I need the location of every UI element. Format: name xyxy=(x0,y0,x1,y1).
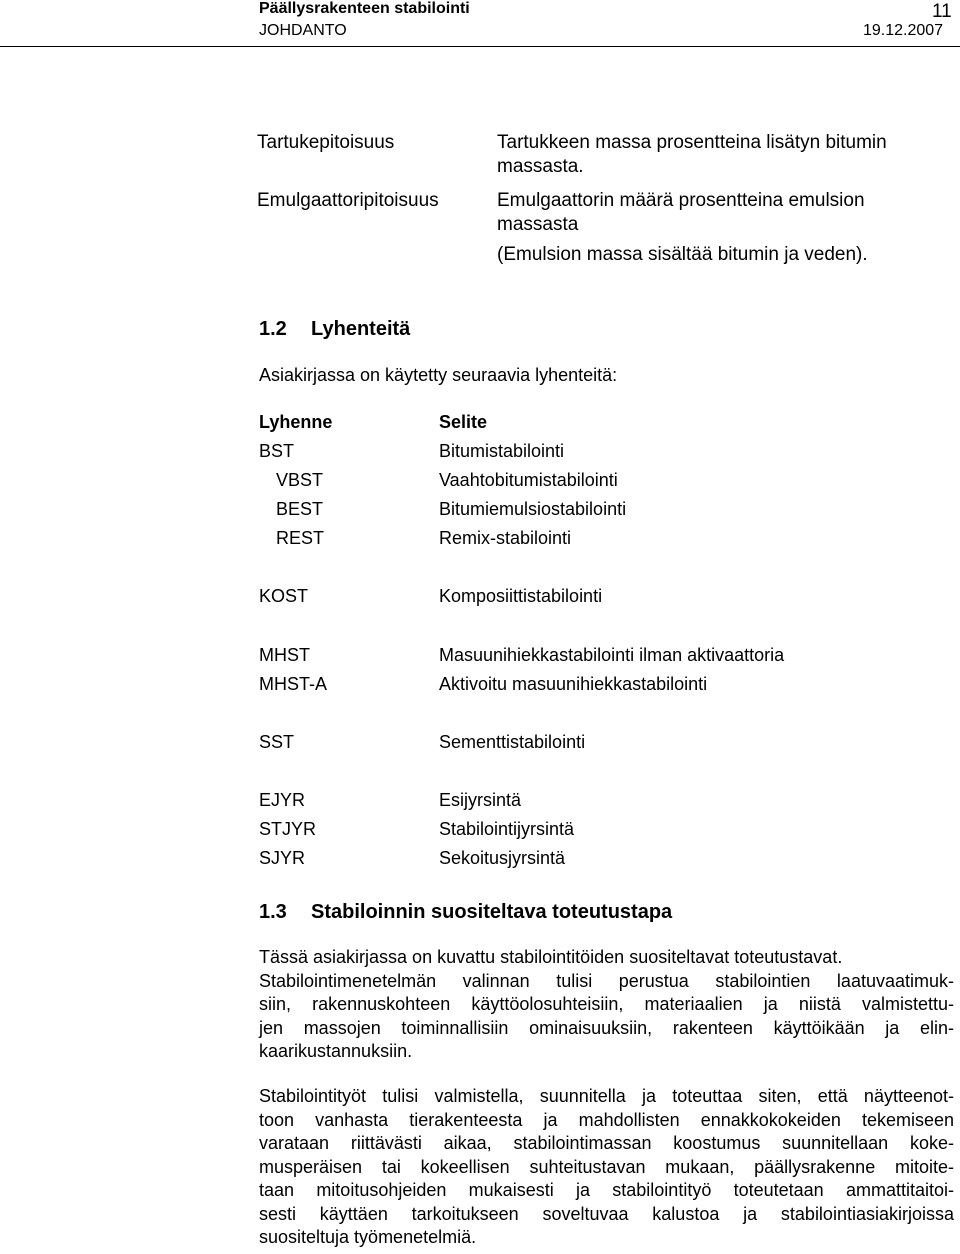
paragraph-line: jen massojen toiminnallisiin ominaisuuksiin, rakenteen käyttöikään ja elin- xyxy=(259,1017,954,1038)
desc-cell: Aktivoitu masuunihiekkastabilointi xyxy=(439,674,708,694)
desc-cell: Esijyrsintä xyxy=(439,790,522,810)
section-number: 1.2 xyxy=(259,318,287,340)
paragraph-line: suositeltuja työmenetelmiä. xyxy=(259,1227,477,1247)
abbr-cell: KOST xyxy=(259,586,309,606)
definition-line: massasta. xyxy=(497,156,584,177)
definition-text xyxy=(497,189,937,267)
section-intro: Asiakirjassa on käytetty seuraavia lyhenteitä: xyxy=(259,365,618,385)
abbr-cell: EJYR xyxy=(259,790,306,810)
desc-cell: Bitumistabilointi xyxy=(439,441,565,461)
desc-cell: Komposiittistabilointi xyxy=(439,586,603,606)
header-rule xyxy=(0,46,960,47)
abbr-cell: REST xyxy=(276,528,325,548)
definition-line: (Emulsion massa sisältää bitumin ja veden). xyxy=(497,244,868,265)
abbr-cell: MHST-A xyxy=(259,674,328,694)
section-label: JOHDANTO xyxy=(259,22,347,39)
definition-term: Emulgaattoripitoisuus xyxy=(257,190,439,211)
column-header-abbreviation: Lyhenne xyxy=(259,412,333,432)
paragraph-line: musperäisen tai kokeellisen suhteitustavan mukaan, päällysrakenne mitoite- xyxy=(259,1156,954,1177)
paragraph-line: taan mitoitusohjeiden mukaisesti ja stabilointityö toteutetaan ammattitaitoi- xyxy=(259,1180,954,1200)
section-heading-1-3 xyxy=(259,901,672,924)
paragraph-line: Stabilointimenetelmän valinnan tulisi perustua stabilointien laatuvaatimuk- xyxy=(259,970,954,991)
definition-line: Emulgaattorin määrä prosentteina emulsion xyxy=(497,190,865,211)
abbr-cell: SJYR xyxy=(259,848,306,868)
paragraph-line: kaarikustannuksiin. xyxy=(259,1041,413,1061)
document-title: Päällysrakenteen stabilointi xyxy=(259,0,470,17)
desc-cell: Bitumiemulsiostabilointi xyxy=(439,499,627,519)
desc-cell: Remix-stabilointi xyxy=(439,528,572,548)
abbr-cell: BEST xyxy=(276,499,324,519)
paragraph-line: siin, rakennuskohteen käyttöolosuhteisiin, materiaalien ja niistä valmistettu- xyxy=(259,994,954,1014)
abbr-cell: MHST xyxy=(259,645,310,665)
definition-line: Tartukkeen massa prosentteina lisätyn bitumin xyxy=(497,132,887,153)
paragraph-line: varataan riittävästi aikaa, stabilointimassan koostumus suunnitellaan koke- xyxy=(259,1133,954,1153)
abbr-cell: STJYR xyxy=(259,819,317,839)
abbr-cell: SST xyxy=(259,732,295,752)
desc-cell: Masuunihiekkastabilointi ilman aktivaattoria xyxy=(439,645,785,665)
desc-cell: Vaahtobitumistabilointi xyxy=(439,470,618,490)
section-heading-1-2 xyxy=(259,318,410,341)
section-number: 1.3 xyxy=(259,901,287,923)
paragraph-line: Stabilointityöt tulisi valmistella, suunnitella ja toteuttaa siten, että näytteenot- xyxy=(259,1086,954,1106)
document-date: 19.12.2007 xyxy=(863,22,944,39)
definition-line: massasta xyxy=(497,214,579,235)
definition-term: Tartukepitoisuus xyxy=(257,132,395,153)
abbr-cell: VBST xyxy=(276,470,324,490)
abbr-cell: BST xyxy=(259,441,295,461)
definition-text xyxy=(497,131,937,179)
paragraph-2 xyxy=(259,1085,954,1250)
section-title: Stabiloinnin suositeltava toteutustapa xyxy=(311,901,673,923)
paragraph-line: Tässä asiakirjassa on kuvattu stabilointitöiden suositeltavat toteutustavat. xyxy=(259,947,843,967)
page-number: 11 xyxy=(932,1,952,22)
paragraph-line: sesti käyttäen tarkoitukseen soveltuvaa kalustoa ja stabilointiasiakirjoissa xyxy=(259,1203,954,1224)
desc-cell: Sementtistabilointi xyxy=(439,732,586,752)
paragraph-1 xyxy=(259,946,954,1064)
desc-cell: Sekoitusjyrsintä xyxy=(439,848,566,868)
paragraph-line: toon vanhasta tierakenteesta ja mahdollisten ennakkokokeiden tekemiseen xyxy=(259,1109,954,1130)
section-title: Lyhenteitä xyxy=(311,318,411,340)
column-header-description: Selite xyxy=(439,412,488,432)
desc-cell: Stabilointijyrsintä xyxy=(439,819,575,839)
